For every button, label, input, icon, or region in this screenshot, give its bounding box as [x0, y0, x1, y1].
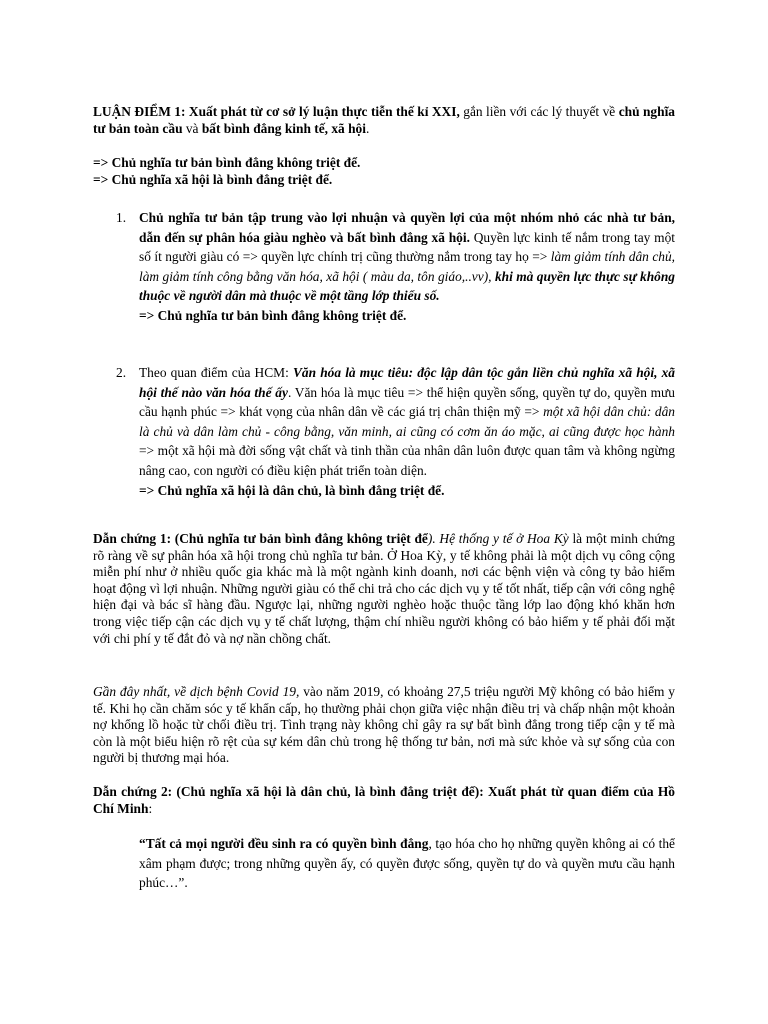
conclusions-block	[93, 155, 675, 188]
evidence-1b-text: vào năm 2019, có khoảng 27,5 triệu người Mỹ không có bảo hiểm y tế. Khi họ cần chăm sóc y tế khẩn cấp, họ thường phải chọn giữa việc nhận điều trị và chấp nhận một khoản nợ khổng lồ hoặc từ chối điều trị. Tình trạng này không chỉ gây ra sự bất bình đẳng trong tiếp cận y tế mà còn là một biểu hiện rõ rệt của sự kém dân chủ trong hệ thống tư bản, nơi mà sức khỏe và sự sống của con người bị thương mại hóa.	[93, 684, 675, 766]
item1-bold-italic: khi mà quyền lực thực sự không thuộc về người dân mà thuộc về một tầng lớp thiểu số.	[139, 268, 675, 304]
evidence-1-heading: Dẫn chứng 1: (Chủ nghĩa tư bản bình đẳng không triệt để	[93, 531, 428, 546]
thesis-paragraph	[93, 104, 675, 137]
evidence-2-paragraph	[93, 784, 675, 817]
quote-bold: “Tất cả mọi người đều sinh ra có quyền bình đẳng	[139, 836, 429, 851]
item2-lead: Theo quan điểm của HCM:	[139, 365, 293, 380]
item2-bold-italic: Văn hóa là mục tiêu: độc lập dân tộc gắn liền chủ nghĩa xã hội, xã hội thế nào văn hóa thế ấy	[139, 365, 675, 400]
item2-conclusion: => Chủ nghĩa xã hội là dân chủ, là bình đẳng triệt để.	[139, 482, 445, 498]
item1-text: Quyền lực kinh tế nắm trong tay một số ít người giàu có => quyền lực chính trị cũng thường nắm trong tay họ =>	[139, 229, 675, 265]
item1-conclusion: => Chủ nghĩa tư bản bình đẳng không triệt để.	[139, 307, 407, 323]
list-number-1: 1.	[116, 210, 127, 225]
list-item-2	[139, 363, 675, 500]
evidence-1-text: là một minh chứng rõ ràng về sự phân hóa xã hội trong chủ nghĩa tư bản. Ở Hoa Kỳ, y tế không phải là một dịch vụ công cộng miễn phí như ở nhiều quốc gia khác mà là một ngành kinh doanh, nơi các bệnh viện và công ty bảo hiểm hoạt động vì lợi nhuận. Những người giàu có thể chi trả cho các dịch vụ y tế tốt nhất, tiếp cận với công nghệ hiện đại và bác sĩ hàng đầu. Ngược lại, những người nghèo hoặc thuộc tầng lớp lao động khó khăn hơn trong việc tiếp cận các dịch vụ y tế chất lượng, thậm chí nhiều người không có bảo hiểm y tế phải đối mặt với chi phí y tế đắt đỏ và nợ nần chồng chất.	[93, 531, 675, 646]
evidence-1-italic: ). Hệ thống y tế ở Hoa Kỳ	[427, 531, 569, 546]
item2-text: . Văn hóa là mục tiêu => thể hiện quyền sống, quyền tự do, quyền mưu cầu hạnh phúc => khát vọng của nhân dân về các giá trị chân thiện mỹ =>	[139, 384, 676, 420]
thesis-conjunction: và	[182, 120, 202, 136]
thesis-text: gắn liền với các lý thuyết về	[459, 104, 619, 119]
evidence-1b-italic: Gần đây nhất, về dịch bệnh Covid 19,	[93, 684, 300, 699]
list-number-2: 2.	[116, 365, 127, 380]
conclusion-capitalism: => Chủ nghĩa tư bản bình đẳng không triệt để.	[93, 155, 361, 170]
thesis-heading: LUẬN ĐIỂM 1: Xuất phát từ cơ sở lý luận thực tiễn thế kỉ XXI,	[93, 104, 460, 119]
quote-text: , tạo hóa cho họ những quyền không ai có thể xâm phạm được; trong những quyền ấy, có quyền được sống, quyền tự do và quyền mưu cầu hạnh phúc…”.	[139, 836, 675, 891]
item1-italic: làm giảm tính dân chủ, làm giảm tính công bằng văn hóa, xã hội ( màu da, tôn giáo,..vv),	[139, 249, 676, 284]
list-item-1	[139, 208, 675, 326]
evidence-1-paragraph	[93, 531, 675, 647]
thesis-term-capitalism: chủ nghĩa tư bản toàn cầu	[93, 104, 675, 136]
item1-bold-lead: Chủ nghĩa tư bản tập trung vào lợi nhuận và quyền lợi của một nhóm nhỏ các nhà tư bản, dẫn đến sự phân hóa giàu nghèo và bất bình đẳng xã hội.	[139, 210, 675, 245]
evidence-2-heading: Dẫn chứng 2: (Chủ nghĩa xã hội là dân chủ, là bình đẳng triệt để): Xuất phát từ quan điểm của Hồ Chí Minh	[93, 784, 675, 816]
thesis-term-inequality: bất bình đẳng kinh tế, xã hội	[201, 120, 366, 136]
item2-text-end: => một xã hội mà đời sống vật chất và tinh thần của nhân dân luôn được quan tâm và không ngừng nâng cao, con người có điều kiện phát triển toàn diện.	[139, 443, 675, 478]
item2-italic: một xã hội dân chủ: dân là chủ và dân làm chủ - công bằng, văn minh, ai cũng có cơm ăn áo mặc, ai cũng được học hành	[139, 404, 675, 439]
evidence-1b-paragraph	[93, 684, 675, 767]
quote-paragraph	[139, 834, 675, 893]
conclusion-socialism: => Chủ nghĩa xã hội là bình đẳng triệt để.	[93, 171, 333, 187]
evidence-2-colon: :	[148, 800, 153, 816]
thesis-period: .	[365, 120, 370, 136]
